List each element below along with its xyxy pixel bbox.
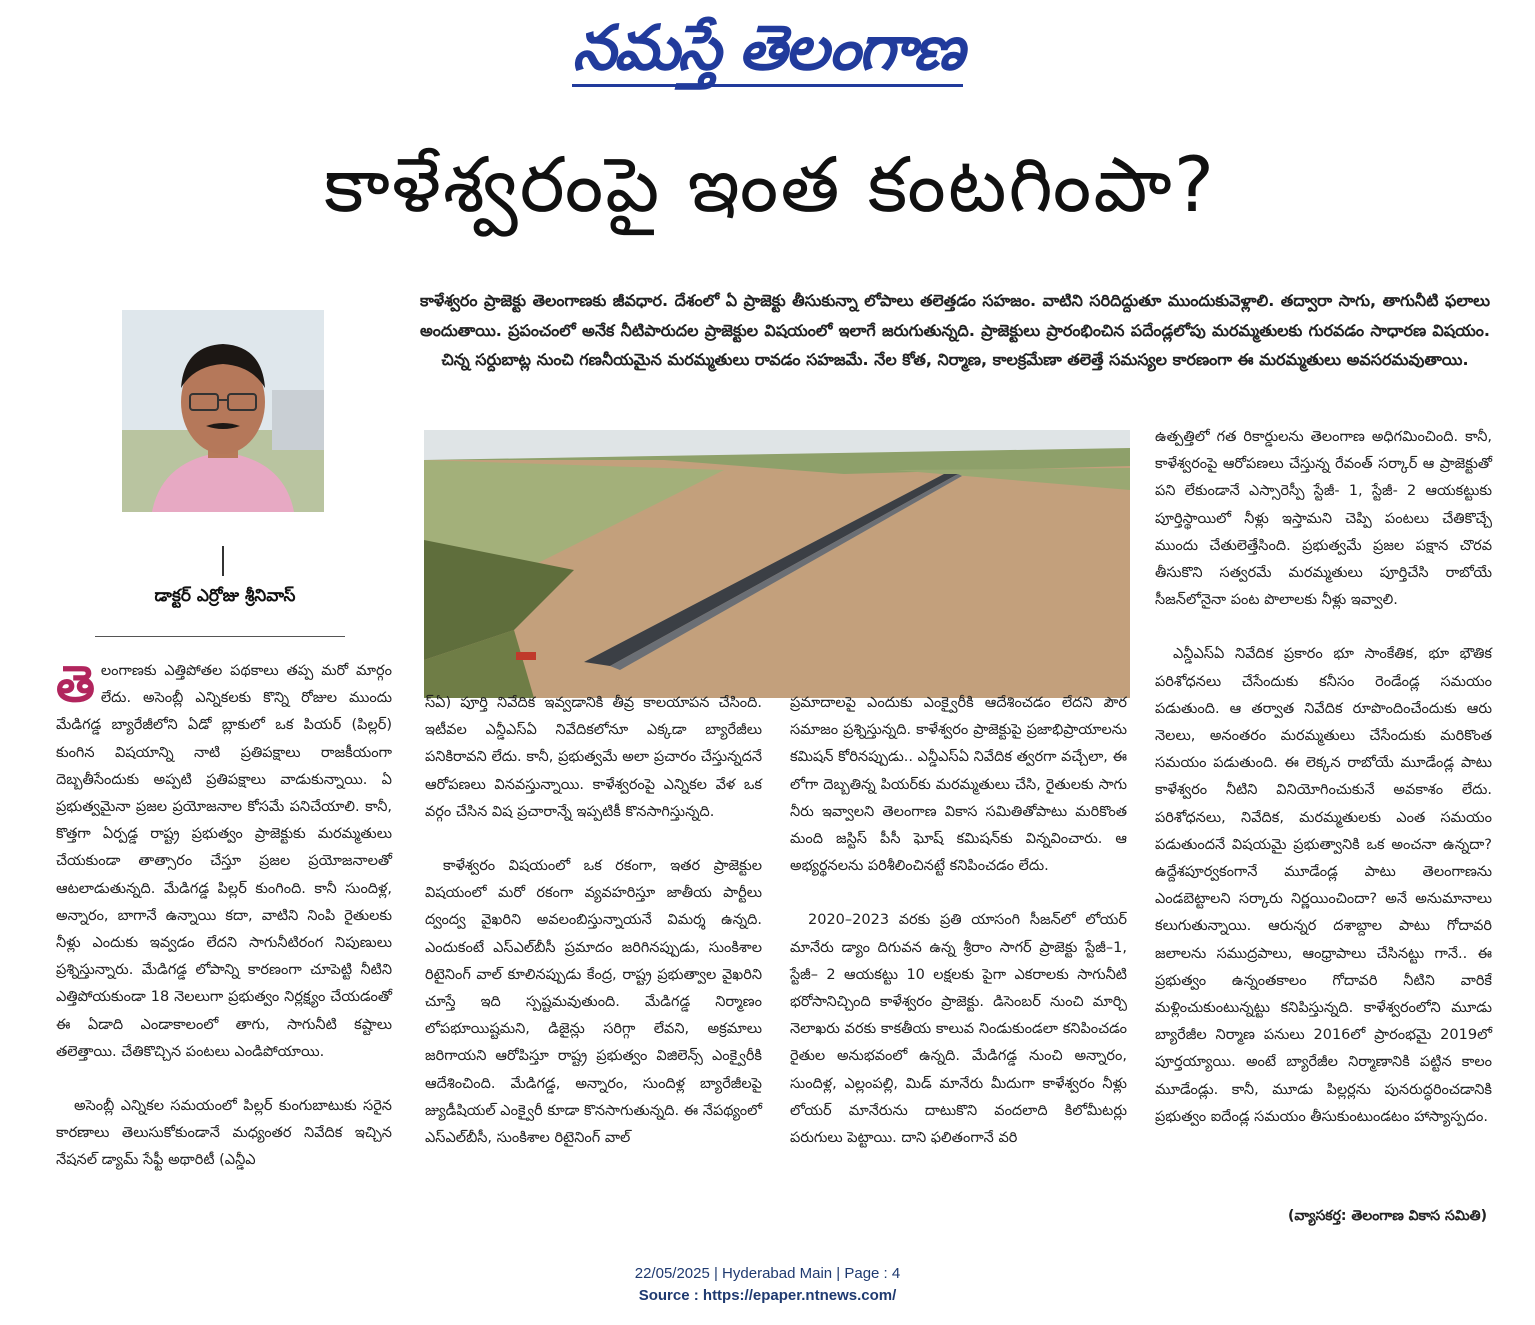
column-2-paragraph-2: కాళేశ్వరం విషయంలో ఒక రకంగా, ఇతర ప్రాజెక్టుల విషయంలో మరో రకంగా వ్యవహరిస్తూ జాతీయ పార్టీలు ద్వంద్వ వైఖరిని అవలంబిస్తున్నాయనే విమర్శ ఉన్నది. ఎందుకంటే ఎస్ఎల్‌బీసీ ప్రమాదం జరిగినప్పుడు, సుంకిశాల రిటైనింగ్ వాల్ కూలినప్పుడు కేంద్ర, రాష్ట్ర ప్రభుత్వాల వైఖరిని చూస్తే ఇది స్పష్టమవుతుంది. మేడిగడ్డ నిర్మాణం లోపభూయిష్టమని, డిజైన్లు సరిగ్గా లేవని, అక్రమాలు జరిగాయని ఆరోపిస్తూ రాష్ట్ర ప్రభుత్వం విజిలెన్స్ ఎంక్వైరీకి ఆదేశించింది. మేడిగడ్డ, అన్నారం, సుందిళ్ల బ్యారేజీలపై జ్యుడీషియల్ ఎంక్వైరీ కూడా కొనసాగుతున్నది. ఈ నేపథ్యంలో ఎస్ఎల్‌బీసీ, సుంకిశాల రిటైనింగ్ వాల్ xyxy=(425,858,762,1147)
masthead-text: నమస్తే తెలంగాణ xyxy=(572,11,962,87)
column-4-paragraph: ఉత్పత్తిలో గత రికార్డులను తెలంగాణ అధిగమించింది. కానీ, కాళేశ్వరంపై ఆరోపణలు చేస్తున్న రేవంత్ సర్కార్ ఆ ప్రాజెక్టుతో పని లేకుండానే ఎస్సారెస్పీ స్టేజీ- 1, స్టేజీ- 2 ఆయకట్టుకు పూర్తిస్థాయిలో నీళ్లు ఇస్తామని చెప్పి పంటలు చేతికొచ్చే ముందు చేతులెత్తేసింది. ప్రభుత్వమే ప్రజల పక్షాన చొరవ తీసుకొని సత్వరమే మరమ్మతులు పూర్తిచేసి రాబోయే సీజన్‌లోనైనా పంట పొలాలకు నీళ్లు ఇవ్వాలి. xyxy=(1155,429,1492,609)
article-column-2 xyxy=(425,690,762,1179)
article-column-3 xyxy=(790,690,1127,1179)
article-column-4 xyxy=(1155,424,1492,1158)
author-separator xyxy=(95,636,345,637)
article-headline: కాళేశ్వరంపై ఇంత కంటగింపా? xyxy=(323,140,1217,229)
drop-cap: తె xyxy=(56,654,95,713)
footer-source-link[interactable]: Source : https://epaper.ntnews.com/ xyxy=(638,1287,897,1304)
footer-edition-info: 22/05/2025 | Hyderabad Main | Page : 4 xyxy=(634,1265,901,1282)
column-3-paragraph: ప్రమాదాలపై ఎందుకు ఎంక్వైరీకి ఆదేశించడం లేదని పౌర సమాజం ప్రశ్నిస్తున్నది. కాళేశ్వరం ప్రాజెక్టుపై ప్రజాభిప్రాయాలను కమిషన్ కోరినప్పుడు.. ఎన్డీఎస్ఏ నివేదిక త్వరగా వచ్చేలా, ఈ లోగా దెబ్బతిన్న పియర్‌కు మరమ్మతులు చేసి, రైతులకు సాగు నీరు ఇవ్వాలని తెలంగాణ వికాస సమితితోపాటు మరికొంత మంది జస్టిస్ పీసీ ఘోష్ కమిషన్‌కు విన్నవించారు. ఆ అభ్యర్థనలను పరిశీలించినట్టే కనిపించడం లేదు. xyxy=(790,695,1127,875)
column-4-paragraph-2: ఎన్డీఎస్ఏ నివేదిక ప్రకారం భూ సాంకేతిక, భూ భౌతిక పరిశోధనలు చేసేందుకు కనీసం రెండేండ్ల సమయం పడుతుంది. ఆ తర్వాత నివేదిక రూపొందించేందుకు ఆరు నెలలు, అనంతరం మరమ్మతులు చేసేందుకు మరికొంత సమయం పడుతుంది. ఈ లెక్కన రాబోయే మూడేండ్ల పాటు కాళేశ్వరం నీటిని వినియోగించుకునే అవకాశం లేదు. పరిశోధనలు, నివేదిక, మరమ్మతులకు ఎంత సమయం పడుతుందనే విషయమై ప్రభుత్వానికి ఒక అంచనా ఉన్నదా? ఉద్దేశపూర్వకంగానే మూడేండ్ల పాటు తెలంగాణను ఎండబెట్టాలని సర్కారు నిర్ణయించిందా? అనే అనుమానాలు కలుగుతున్నాయి. ఆరున్నర దశాబ్దాల పాటు గోదావరి జలాలను సముద్రపాలు, ఆంధ్రాపాలు చేసినట్టు గానే.. ఈ ప్రభుత్వం ఉన్నంతకాలం గోదావరి నీటిని వారికే మళ్లించుకుంటున్నట్టు కనిపిస్తున్నది. కాళేశ్వరంలోని మూడు బ్యారేజీల నిర్మాణ పనులు 2016లో ప్రారంభమై 2019లో పూర్తయ్యాయి. అంటే బ్యారేజీల నిర్మాణానికి పట్టిన కాలం మూడేండ్లు. కానీ, మూడు పిల్లర్లను పునరుద్ధరించడానికి ప్రభుత్వం ఐదేండ్ల సమయం తీసుకుంటుండటం హాస్యాస్పదం. xyxy=(1155,646,1492,1125)
author-name: డాక్టర్ ఎర్రోజు శ్రీనివాస్ xyxy=(154,586,296,606)
article-column-1 xyxy=(56,654,392,1202)
column-2-paragraph: స్‌ఏ) పూర్తి నివేదిక ఇవ్వడానికి తీవ్ర కాలయాపన చేసింది. ఇటీవల ఎన్డీఎస్ఏ నివేదికలోనూ ఎక్కడా బ్యారేజీలు పనికిరావని లేదు. కానీ, ప్రభుత్వమే అలా ప్రచారం చేస్తున్నదనే ఆరోపణలు వినవస్తున్నాయి. కాళేశ్వరంపై ఎన్నికల వేళ ఒక వర్గం చేసిన విష ప్రచారాన్నే ఇప్పటికీ కొనసాగిస్తున్నది. xyxy=(425,695,762,820)
column-3-paragraph-2: 2020–2023 వరకు ప్రతి యాసంగి సీజన్‌లో లోయర్ మానేరు డ్యాం దిగువన ఉన్న శ్రీరాం సాగర్ ప్రాజెక్టు స్టేజీ–1, స్టేజీ– 2 ఆయకట్టు 10 లక్షలకు పైగా ఎకరాలకు సాగునీటి భరోసానిచ్చింది కాళేశ్వరం ప్రాజెక్టు. డిసెంబర్ నుంచి మార్చి నెలాఖరు వరకు కాకతీయ కాలువ నిండుకుండలా కనిపించడం రైతుల అనుభవంలో ఉన్నది. మేడిగడ్డ నుంచి అన్నారం, సుందిళ్ల, ఎల్లంపల్లి, మిడ్ మానేరు మీదుగా కాళేశ్వరం నీళ్లు లోయర్ మానేరును దాటుకొని వందలాది కిలోమీటర్లు పరుగులు పెట్టాయి. దాని ఫలితంగానే వరి xyxy=(790,912,1127,1147)
column-1-paragraph-2: అసెంబ్లీ ఎన్నికల సమయంలో పిల్లర్ కుంగుబాటుకు సరైన కారణాలు తెలుసుకోకుండానే మధ్యంతర నివేదిక ఇచ్చిన నేషనల్ డ్యామ్ సేఫ్టీ అథారిటీ (ఎన్డీఎ xyxy=(56,1098,392,1169)
author-divider xyxy=(222,546,224,576)
column-1-text: లంగాణకు ఎత్తిపోతల పథకాలు తప్ప మరో మార్గం లేదు. అసెంబ్లీ ఎన్నికలకు కొన్ని రోజుల ముందు మేడిగడ్డ బ్యారేజీలోని ఏడో బ్లాకులో ఒక పియర్ (పిల్లర్) కుంగిన విషయాన్ని నాటి ప్రతిపక్షాలు రాజకీయంగా దెబ్బతీసేందుకు అప్పటి ప్రతిపక్షాలు వాడుకున్నాయి. ఏ ప్రభుత్వమైనా ప్రజల ప్రయోజనాల కోసమే పనిచేయాలి. కానీ, కొత్తగా ఏర్పడ్డ రాష్ట్ర ప్రభుత్వం ప్రాజెక్టుకు మరమ్మతులు చేయకుండా తాత్సారం చేస్తూ ప్రజల ప్రయోజనాలతో ఆటలాడుతున్నది. మేడిగడ్డ పిల్లర్ కుంగింది. కానీ సుందిళ్ల, అన్నారం, బాగానే ఉన్నాయి కదా, వాటిని నింపి రైతులకు నీళ్లు ఎందుకు ఇవ్వడం లేదని సాగునీటిరంగ నిపుణులు ప్రశ్నిస్తున్నారు. మేడిగడ్డ లోపాన్ని కారణంగా చూపెట్టి నీటిని ఎత్తిపోయకుండా 18 నెలలుగా ప్రభుత్వం నిర్లక్ష్యం చేయడంతో ఈ ఏడాది ఎండాకాలంలో తాగు, సాగునీటి కష్టాలు తలెత్తాయి. చేతికొచ్చిన పంటలు ఎండిపోయాయి. xyxy=(56,663,392,1060)
author-credit: (వ్యాసకర్త: తెలంగాణ వికాస సమితి) xyxy=(1288,1208,1487,1224)
page-footer xyxy=(0,1263,1535,1307)
barrage-photo xyxy=(424,430,1130,698)
masthead-logo xyxy=(0,8,1535,88)
author-photo xyxy=(122,310,324,512)
column-1-paragraph xyxy=(56,654,392,1066)
article-intro: కాళేశ్వరం ప్రాజెక్టు తెలంగాణకు జీవధార. దేశంలో ఏ ప్రాజెక్టు తీసుకున్నా లోపాలు తలెత్తడం సహజం. వాటిని సరిదిద్దుతూ ముందుకువెళ్లాలి. తద్వారా సాగు, తాగునీటి ఫలాలు అందుతాయి. ప్రపంచంలో అనేక నీటిపారుదల ప్రాజెక్టుల విషయంలో ఇలాగే జరుగుతున్నది. ప్రాజెక్టులు ప్రారంభించిన పదేండ్లలోపు మరమ్మతులకు గురవడం సాధారణ విషయం. చిన్న సర్దుబాట్ల నుంచి గణనీయమైన మరమ్మతులు రావడం సహజమే. నేల కోత, నిర్మాణ, కాలక్రమేణా తలెత్తే సమస్యల కారణంగా ఈ మరమ్మతులు అవసరమవుతాయి. xyxy=(420,291,1490,369)
